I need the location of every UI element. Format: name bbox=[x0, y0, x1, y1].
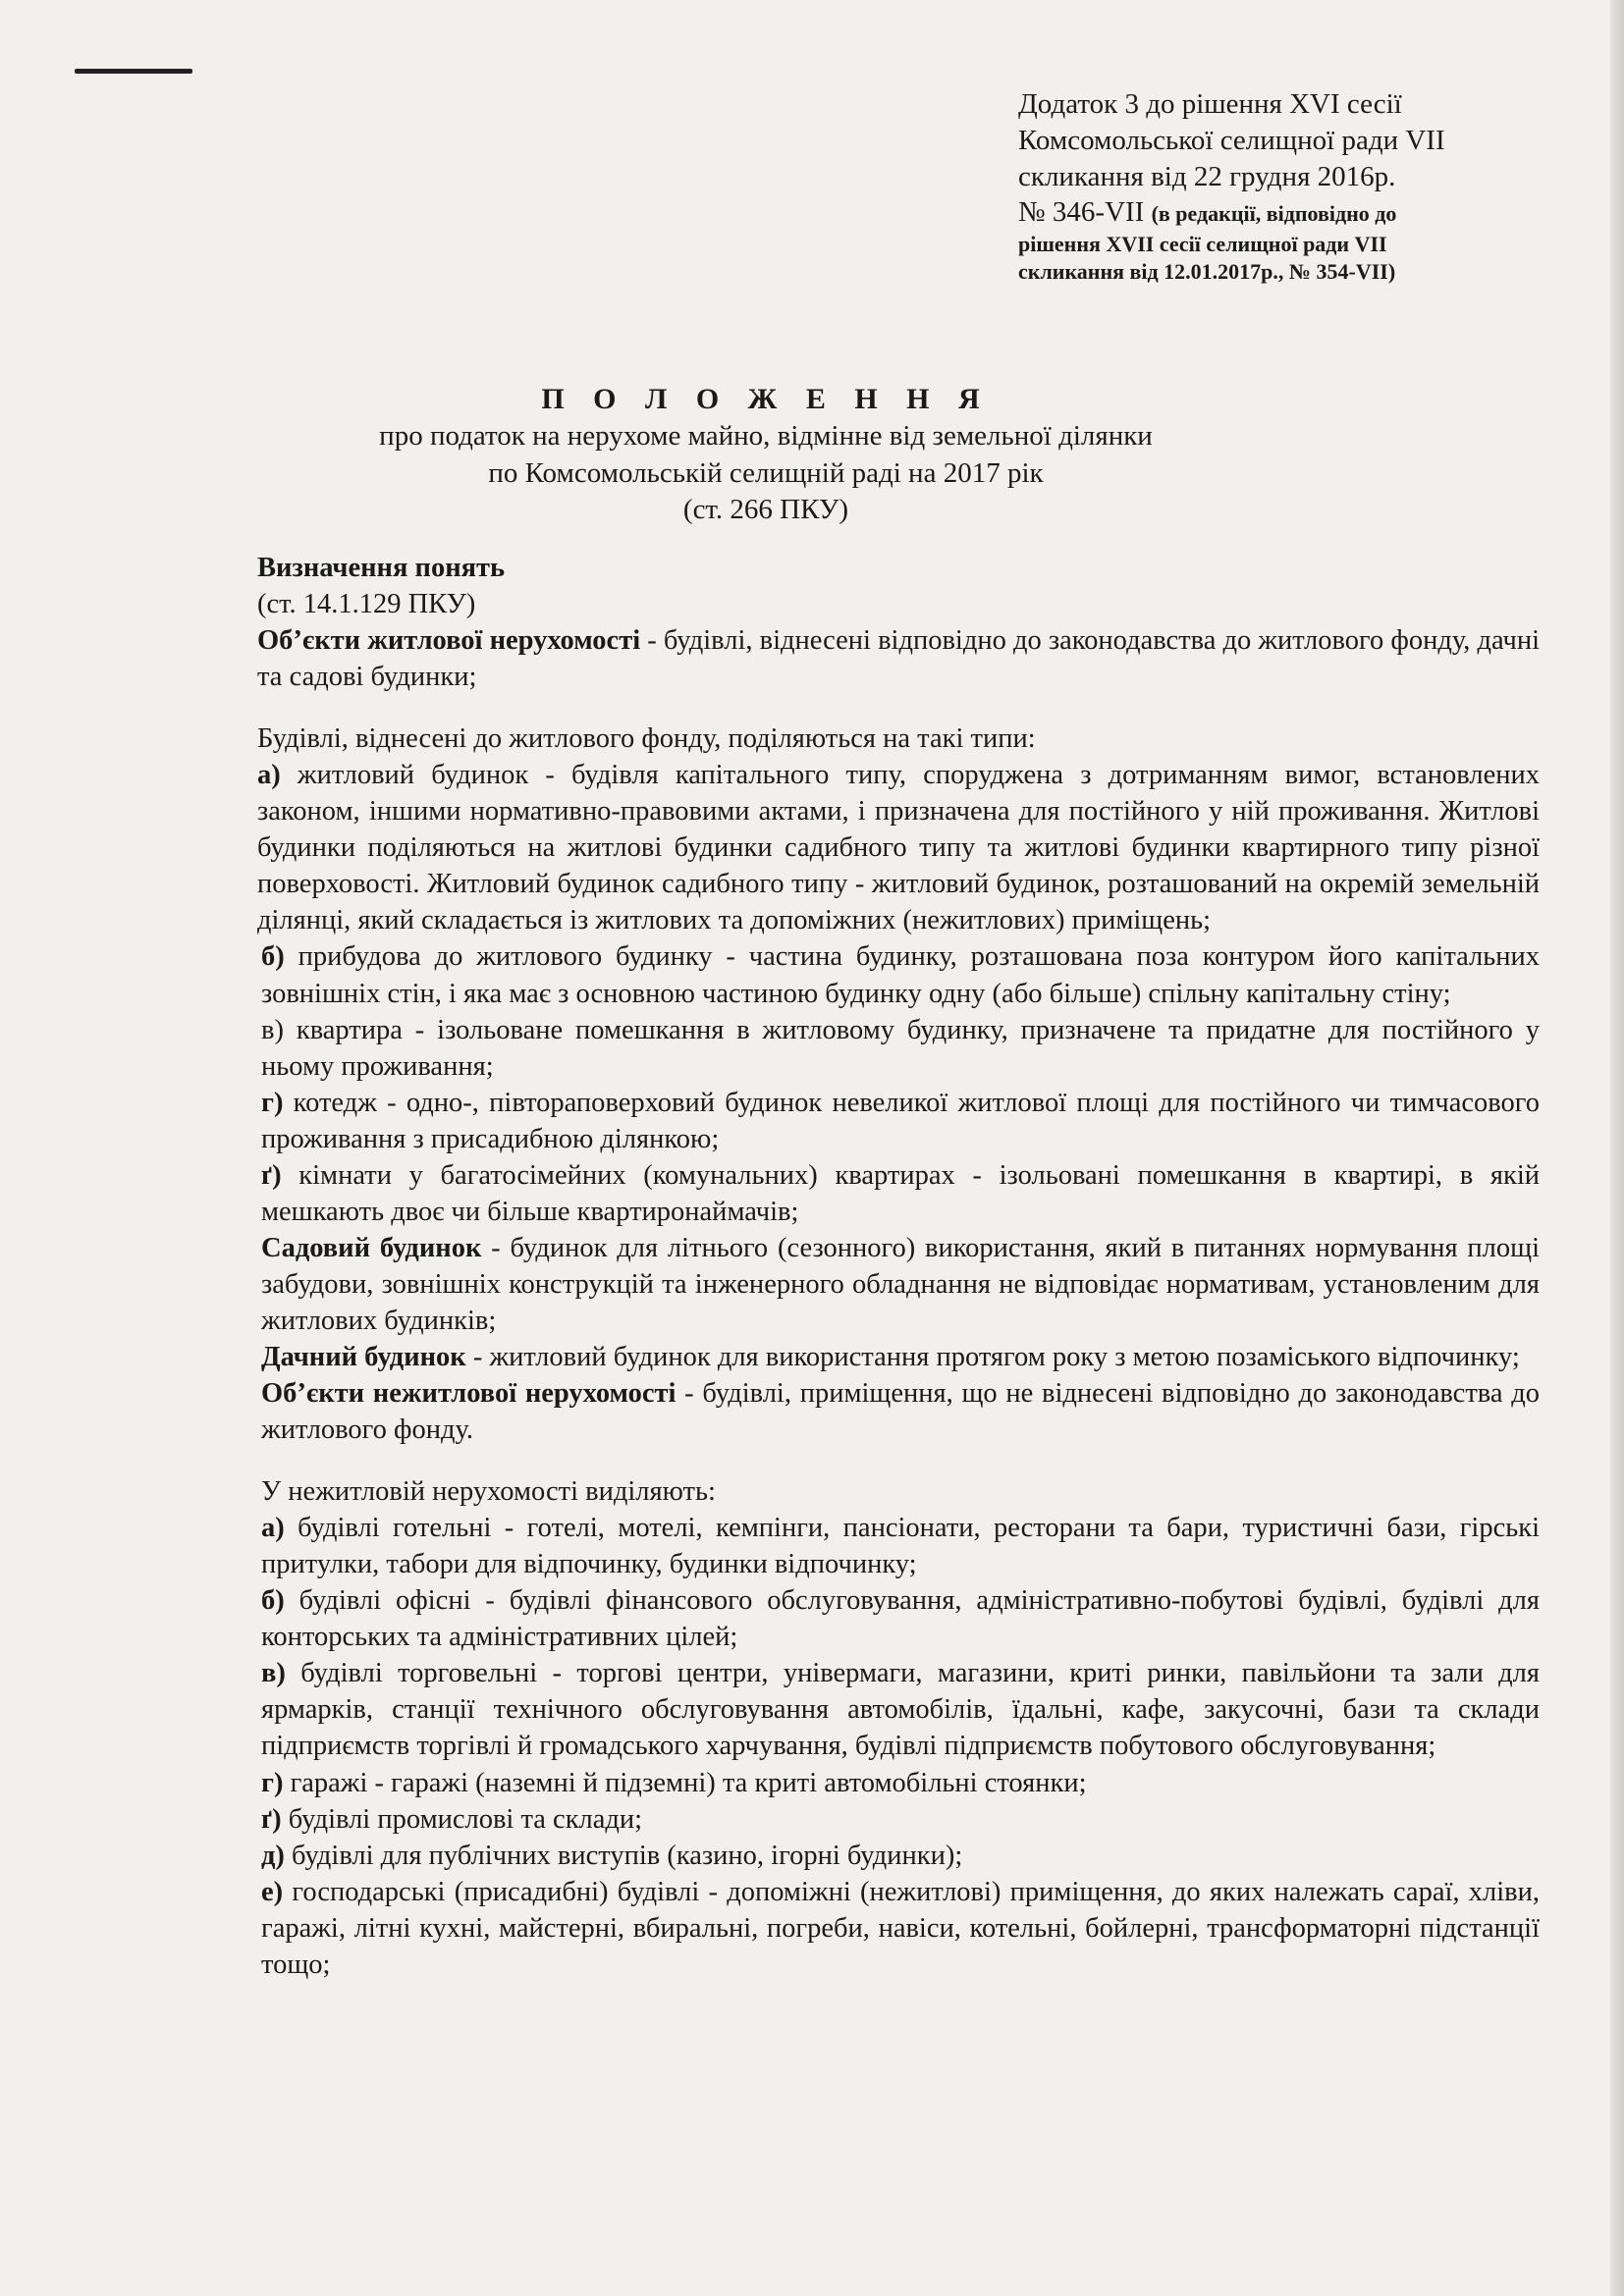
list-text: житловий будинок - будівля капітального типу, споруджена з дотриманням вимог, встановлених законом, іншими нормативно-правовими актами, і призначена для постійного у ній проживання. Житлові будинки поділяються на житлові будинки садибного типу та житлові будинки квартирного типу різної поверховості. Житловий будинок садибного типу - житловий будинок, розташований на окремій земельній ділянці, який складається із житлових та допоміжних (нежитлових) приміщень; bbox=[257, 760, 1540, 936]
definition-text: - будинок для літнього (сезонного) використання, який в питаннях нормування площі забудови, зовнішніх конструкцій та інженерного обладнання не відповідає нормативам, установленим для житлових будинків; bbox=[261, 1232, 1541, 1336]
decision-number: № 346-VII bbox=[1018, 196, 1145, 229]
list-marker: б) bbox=[261, 941, 285, 973]
nonres-type bbox=[257, 1765, 1540, 1801]
list-marker: д) bbox=[261, 1840, 285, 1871]
appendix-line: Комсомольської селищної ради VII bbox=[1018, 124, 1445, 156]
title-subtitle: по Комсомольській селищній раді на 2017 рік bbox=[488, 456, 1044, 489]
amendment-note: рішення XVII сесії селищної ради VII bbox=[1018, 232, 1387, 257]
list-text: прибудова до житлового будинку - частина будинку, розташована поза контуром його капітальних зовнішніх стін, і яка має з основною частиною будинку одну (або більше) спільну капітальну стіну; bbox=[261, 941, 1540, 1009]
housing-type bbox=[257, 757, 1540, 938]
list-marker: б) bbox=[261, 1585, 285, 1617]
list-marker: ґ) bbox=[261, 1159, 282, 1191]
housing-type bbox=[257, 1157, 1540, 1230]
list-text: будівлі промислові та склади; bbox=[281, 1803, 643, 1835]
housing-type bbox=[257, 1012, 1540, 1085]
nonres-intro: У нежитловій нерухомості виділяють: bbox=[261, 1476, 716, 1508]
definition-text: - будівлі, віднесені відповідно до законодавства до житлового фонду, дачні та садові будинки; bbox=[257, 625, 1541, 693]
list-text: квартира - ізольоване помешкання в житловому будинку, призначене та придатне для постійного у ньому проживання; bbox=[261, 1014, 1540, 1082]
title-subtitle: про податок на нерухоме майно, відмінне від земельної ділянки bbox=[379, 420, 1153, 453]
page-edge bbox=[1610, 0, 1624, 2296]
definition-dacha bbox=[257, 1339, 1540, 1375]
housing-intro: Будівлі, віднесені до житлового фонду, поділяються на такі типи: bbox=[257, 723, 1036, 755]
nonres-type bbox=[257, 1510, 1540, 1582]
amendment-note: (в редакції, відповідно до bbox=[1151, 201, 1397, 227]
appendix-line bbox=[1018, 194, 1548, 231]
scan-mark bbox=[75, 69, 192, 74]
nonres-type bbox=[257, 1655, 1540, 1764]
nonres-type bbox=[257, 1874, 1540, 1983]
definition-nonresidential bbox=[257, 1375, 1540, 1448]
amendment-note: скликання від 12.01.2017р., № 354-VII) bbox=[1018, 259, 1396, 285]
list-text: будівлі готельні - готелі, мотелі, кемпінги, пансіонати, ресторани та бари, туристичні бази, гірські притулки, табори для відпочинку, будинки відпочинку; bbox=[261, 1513, 1540, 1580]
list-marker: а) bbox=[261, 1513, 285, 1544]
term: Садовий будинок bbox=[261, 1232, 482, 1263]
list-text: кімнати у багатосімейних (комунальних) квартирах - ізольовані помешкання в квартирі, в якій мешкають двоє чи більше квартиронаймачів; bbox=[261, 1159, 1540, 1227]
list-text: будівлі торговельні - торгові центри, універмаги, магазини, криті ринки, павільйони та зали для ярмарків, станції технічного обслуговування автомобілів, їдальні, кафе, закусочні, бази та склади підприємств торгівлі й громадського харчування, будівлі підприємств побутового обслуговування; bbox=[261, 1658, 1540, 1762]
housing-type bbox=[257, 938, 1540, 1011]
appendix-header bbox=[1018, 86, 1548, 286]
definition-residential bbox=[257, 622, 1540, 695]
list-marker: г) bbox=[261, 1767, 284, 1798]
list-marker: ґ) bbox=[261, 1803, 282, 1835]
housing-type bbox=[257, 1085, 1540, 1157]
list-marker: а) bbox=[257, 760, 281, 791]
list-text: господарські (присадибні) будівлі - допоміжні (нежитлові) приміщення, до яких належать сараї, хліви, гаражі, літні кухні, майстерні, вбиральні, погреби, навіси, котельні, бойлерні, трансформаторні підстанції тощо; bbox=[261, 1876, 1540, 1980]
section-heading: Визначення понять bbox=[257, 553, 506, 583]
appendix-line: Додаток 3 до рішення XVI сесії bbox=[1018, 88, 1402, 120]
definition-text: - житловий будинок для використання протягом року з метою позаміського відпочинку; bbox=[465, 1341, 1520, 1372]
title-main: П О Л О Ж Е Н Н Я bbox=[541, 383, 991, 415]
definition-garden bbox=[257, 1230, 1540, 1339]
term: Об’єкти житлової нерухомості bbox=[257, 625, 641, 657]
list-text: будівлі для публічних виступів (казино, ігорні будинки); bbox=[284, 1840, 963, 1871]
list-marker: е) bbox=[261, 1876, 284, 1907]
section-reference: (ст. 14.1.129 ПКУ) bbox=[257, 589, 476, 620]
list-text: котедж - одно-, півтораповерховий будинок невеликої житлової площі для постійного чи тимчасового проживання з присадибною ділянкою; bbox=[261, 1087, 1540, 1154]
list-marker: г) bbox=[261, 1087, 284, 1118]
term: Об’єкти нежитлової нерухомості bbox=[261, 1378, 677, 1410]
list-text: гаражі - гаражі (наземні й підземні) та криті автомобільні стоянки; bbox=[283, 1767, 1087, 1798]
nonres-type bbox=[257, 1582, 1540, 1655]
document-title bbox=[255, 381, 1276, 528]
document-body bbox=[257, 550, 1540, 1983]
title-reference: (ст. 266 ПКУ) bbox=[682, 493, 849, 525]
list-text: будівлі офісні - будівлі фінансового обслуговування, адміністративно-побутові будівлі, будівлі для конторських та адміністративних цілей; bbox=[261, 1585, 1540, 1653]
definition-text: - будівлі, приміщення, що не віднесені відповідно до законодавства до житлового фонду. bbox=[261, 1378, 1540, 1446]
list-marker: в) bbox=[261, 1658, 286, 1689]
list-marker: в) bbox=[261, 1014, 284, 1045]
appendix-line: скликання від 22 грудня 2016р. bbox=[1018, 160, 1396, 192]
term: Дачний будинок bbox=[261, 1341, 466, 1372]
nonres-type bbox=[257, 1838, 1540, 1874]
nonres-type bbox=[257, 1801, 1540, 1838]
